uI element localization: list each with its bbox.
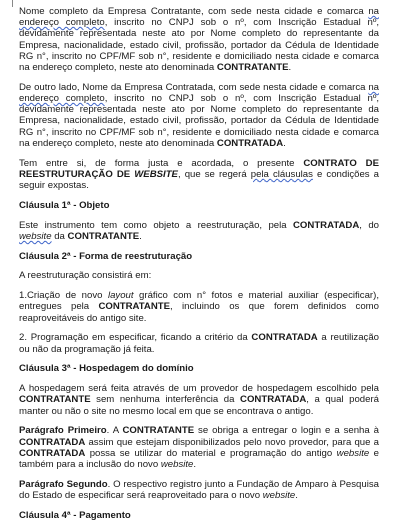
clause-1-title: Cláusula 1ª - Objeto (19, 199, 110, 211)
clause-3-title: Cláusula 3ª - Hospedagem do domínio (19, 363, 194, 375)
clause-2-item-2: 2. Programação em especificar, ficando a critério da CONTRATADA a reutilização ou não da programação já feita. (19, 332, 379, 355)
margin-marker (12, 0, 13, 7)
contratada-qualification: De outro lado, Nome da Empresa Contratada, com sede nesta cidade e comarca na endereço completo, inscrito no CNPJ sob o nº, com Inscrição Estadual nº, devidamente representada neste ato por Nome completo do representante da Empresa, nacionalidade, estado civil, profissão, portador da Cédula de Identidade RG n°, inscrito no CPF/MF sob n°, residente e domiciliado nesta cidade e comarca na endereço completo, neste ato denominada CONTRATADA. (19, 81, 379, 149)
spellcheck-underline: na endereço completo (19, 6, 379, 29)
clause-3-paragraph-1: Parágrafo Primeiro. A CONTRATANTE se obriga a entregar o login e a senha à CONTRATADA assim que estejam disponibilizados pelo novo provedor, para que a CONTRATADA possa se utilizar do material e programação do antigo website e também para a inclusão do novo website. (19, 425, 379, 471)
clause-2-intro: A reestruturação consistirá em: (19, 270, 152, 282)
spellcheck-underline: na endereço completo (19, 81, 379, 105)
clause-2-item-1: 1.Criação de novo layout gráfico com n° fotos e material auxiliar (especificar), entregues pela CONTRATANTE, incluindo os que forem definidos como reaproveitáveis do antigo site. (19, 290, 380, 324)
clause-1-text: Este instrumento tem como objeto a reestruturação, pela CONTRATADA, do website da CONTRATANTE. (19, 219, 379, 242)
spellcheck-underline: website (19, 230, 52, 242)
clause-2-title: Cláusula 2ª - Forma de reestruturação (19, 250, 193, 262)
preamble: Tem entre si, de forma justa e acordada, o presente CONTRATO DE REESTRUTURAÇÃO DE WEBSITE, que se regerá pela cláusulas e condições a seguir expostas. (19, 157, 380, 192)
contratante-qualification: Nome completo da Empresa Contratante, com sede nesta cidade e comarca na endereço completo, inscrito no CNPJ sob o nº, com Inscrição Estadual nº, devidamente representada neste ato por Nome completo do representante da Empresa, nacionalidade, estado civil, profissão, portador da Cédula de Identidade RG n°, inscrito no CPF/MF sob n°, residente e domiciliado nesta cidade e comarca na endereço completo, neste ato denominada CONTRATANTE. (19, 6, 379, 74)
clause-3-paragraph-2: Parágrafo Segundo. O respectivo registro junto a Fundação de Amparo à Pesquisa do Estado de especificar será reaproveitado para o novo website. (19, 478, 379, 502)
clause-4-title: Cláusula 4ª - Pagamento (19, 509, 131, 521)
spellcheck-underline: pela cláusulas (250, 168, 313, 180)
clause-3-text: A hospedagem será feita através de um provedor de hospedagem escolhido pela CONTRATANTE sem nenhuma interferência da CONTRATADA, a qual poderá manter ou não o site no mesmo local em que se encontrava o antigo. (19, 383, 380, 417)
document-body (19, 6, 379, 530)
